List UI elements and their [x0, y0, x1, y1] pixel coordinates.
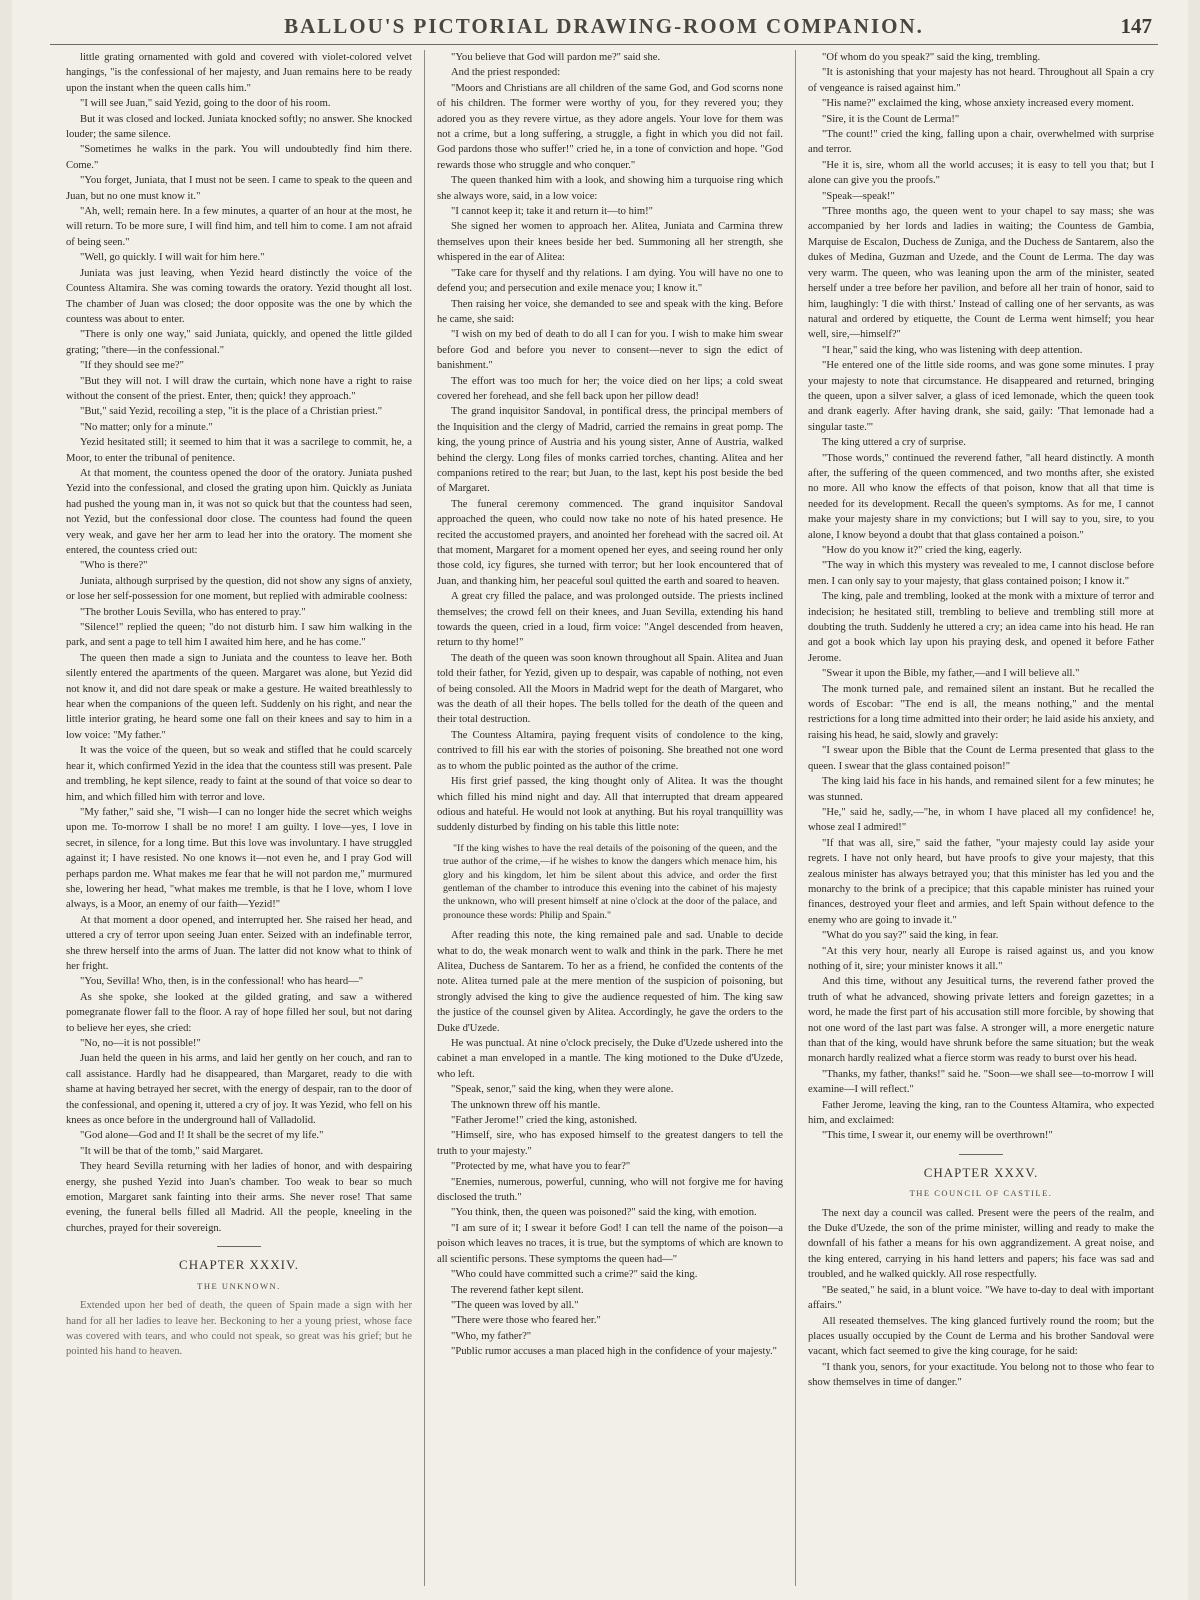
paragraph: "I am sure of it; I swear it before God! I can tell the name of the poison—a poison which leaves no traces, it is true, but the symptoms of which are known to all scientific persons. These symptoms the queen had—": [437, 1222, 783, 1265]
paragraph: "I will see Juan," said Yezid, going to the door of his room.: [80, 98, 331, 110]
paragraph: "Who could have committed such a crime?" said the king.: [451, 1269, 698, 1281]
paragraph: "This time, I swear it, our enemy will be overthrown!": [822, 1130, 1053, 1142]
paragraph: "Who is there?": [80, 560, 148, 572]
paragraph: "Silence!" replied the queen; "do not disturb him. I saw him walking in the park, and sent a page to tell him I awaited him here, and he has come.": [66, 622, 412, 649]
paragraph: Yezid hesitated still; it seemed to him that it was a sacrilege to commit, he, a Moor, to enter the tribunal of penitence.: [66, 437, 412, 464]
paragraph: As she spoke, she looked at the gilded grating, and saw a withered pomegranate flower fall to the floor. A ray of hope filled her soul, but not daring to believe her eyes, she cried:: [66, 991, 412, 1034]
column-1-chapter-body: [66, 1298, 412, 1360]
paragraph: "How do you know it?" cried the king, eagerly.: [822, 545, 1022, 556]
paragraph: "There were those who feared her.": [451, 1315, 601, 1327]
paragraph: "Protected by me, what have you to fear?": [451, 1161, 631, 1173]
paragraph: The grand inquisitor Sandoval, in pontifical dress, the principal members of the Inquisition and the clergy of Madrid, carried the remains in great pomp. The king, the young prince of Austria and his young sister, Anne of Austria, walked behind the clergy. Long files of monks carried torches, chanting. Alitea and her companions retired to the rear; but Juan, to the last, kept his post beside the bed of Margaret.: [437, 406, 783, 495]
paragraph: "He it is, sire, whom all the world accuses; it is easy to tell you that; but I alone can give you the proofs.": [808, 159, 1154, 187]
paragraph: "It is astonishing that your majesty has not heard. Throughout all Spain a cry of vengeance is raised against him.": [808, 67, 1154, 94]
paragraph: "Sometimes he walks in the park. You will undoubtedly find him there. Come.": [66, 144, 412, 171]
chapter-subheading: THE COUNCIL OF CASTILE.: [909, 1188, 1053, 1199]
paragraph: "Swear it upon the Bible, my father,—and I will believe all.": [822, 668, 1080, 680]
paragraph: They heard Sevilla returning with her ladies of honor, and with despairing energy, she pushed Yezid into Juan's chamber. Too weak to bear so much emotion, Margaret sank fainting into their arms. She never rose! That same evening, the funeral bells filled all Madrid. All the people, kneeling in the churches, prayed for their sovereign.: [66, 1161, 412, 1234]
paragraph: "Speak—speak!": [822, 190, 895, 202]
paragraph: "You, Sevilla! Who, then, is in the confessional! who has heard—": [80, 976, 364, 988]
column-2: [424, 50, 795, 1586]
paragraph: "Ah, well; remain here. In a few minutes, a quarter of an hour at the most, he will return. To be more sure, I will find him, and tell him to come. I am not afraid of being seen.": [66, 206, 412, 248]
paragraph: "His name?" exclaimed the king, whose anxiety increased every moment.: [822, 98, 1134, 110]
chapter-34: [66, 1246, 412, 1294]
column-1-body: [66, 50, 412, 1236]
paragraph: "He entered one of the little side rooms, and was gone some minutes. I pray your majesty to note that circumstance. He disappeared and returned, bringing the queen, upon a silver salver, a glass of iced lemonade, which the queen took and drank eagerly. After having drank, she said, gaily: 'That lemonade had a singular taste.'": [808, 360, 1154, 433]
paragraph: "Speak, senor," said the king, when they were alone.: [451, 1084, 674, 1096]
paragraph: She signed her women to approach her. Alitea, Juniata and Carmina threw themselves upon their knees beside her bed. Summoning all her strength, she whispered in the ear of Alitea:: [437, 221, 783, 264]
paragraph: "At this very hour, nearly all Europe is raised against us, and you know nothing of it, sire; your minister knows it all.": [808, 945, 1154, 972]
chapter-subheading: THE UNKNOWN.: [197, 1280, 281, 1291]
chapter-heading: CHAPTER XXXIV.: [179, 1257, 299, 1273]
paragraph: "I hear," said the king, who was listening with deep attention.: [822, 344, 1083, 356]
paragraph: And the priest responded:: [451, 67, 561, 79]
paragraph: "The brother Louis Sevilla, who has entered to pray.": [80, 606, 306, 618]
paragraph: "You believe that God will pardon me?" said she.: [451, 52, 661, 63]
paragraph: "But," said Yezid, recoiling a step, "it is the place of a Christian priest.": [80, 406, 383, 418]
paragraph: "I swear upon the Bible that the Count de Lerma presented that glass to the queen. I swear that the glass contained poison!": [808, 745, 1154, 772]
paragraph: "What do you say?" said the king, in fear.: [822, 930, 999, 942]
paragraph: All reseated themselves. The king glanced furtively round the room; but the places usually occupied by the Count de Lerma and his brother Sandoval were vacant, which fact seemed to give the king courage, for he said:: [808, 1315, 1154, 1358]
paragraph: "My father," said she, "I wish—I can no longer hide the secret which weighs upon me. To-morrow I shall be no more! I am guilty. I love—yes, I love in secret, in silence, for a long time. But this love was involuntary. I have struggled against it; I have resisted. No one knows it—not even he, and I pray God will perhaps pardon me. What makes me fear that he will not pardon me," murmured she, lowering her head, "what makes me tremble, is that he I love, whom I love always, is a Moor, an enemy of our faith—Yezid!": [66, 806, 412, 911]
paragraph: His first grief passed, the king thought only of Alitea. It was the thought which filled his mind night and day. All that interrupted that dream appeared odious and hateful. He would not look at anything. But his royal tranquillity was suddenly disturbed by finding on his table this little note:: [437, 776, 783, 834]
paragraph: He was punctual. At nine o'clock precisely, the Duke d'Uzede ushered into the cabinet a man enveloped in a mantle. The king motioned to the Duke d'Uzede, who left.: [437, 1038, 783, 1080]
paragraph: "He," said he, sadly,—"he, in whom I have placed all my confidence! he, whose zeal I admired!": [808, 806, 1154, 834]
column-2-body-continued: [437, 928, 783, 1359]
paragraph: At that moment, the countess opened the door of the oratory. Juniata pushed Yezid into the confessional, and closed the grating upon him. Quickly as Juniata had pushed the young man in, it was not so quick but that the countess had seen, not Yezid, but the confessional door close. The countess had found the queen very weak, and gave her her arm to lead her into the oratory. The moment she entered, the countess cried out:: [66, 467, 412, 556]
chapter-heading: CHAPTER XXXV.: [923, 1164, 1039, 1180]
page-number: 147: [1120, 14, 1152, 38]
paragraph: "You forget, Juniata, that I must not be seen. I came to speak to the queen and Juan, but no one must know it.": [66, 175, 412, 202]
paragraph: "There is only one way," said Juniata, quickly, and opened the little gilded grating; "there—in the confessional.": [66, 329, 412, 356]
paragraph: The king, pale and trembling, looked at the monk with a mixture of terror and indecision; he hesitated still, trembling to believe and trembling still more at doubting the truth. Suddenly he uttered a cry; an idea came into his head. He ran and got a book which lay upon his praying desk, and opened it before Father Jerome.: [808, 591, 1154, 664]
paragraph: The queen thanked him with a look, and showing him a turquoise ring which she always wore, said, in a low voice:: [437, 175, 783, 202]
paragraph: But it was closed and locked. Juniata knocked softly; no answer. She knocked louder; the same silence.: [66, 113, 412, 141]
paragraph: And this time, without any Jesuitical turns, the reverend father proved the truth of what he advanced, showing private letters and foreign gazettes; in a word, he made the first part of his accusation still more forcible, by showing that not one word of the last part was false. A stronger will, a more energetic nature than that of the king, would have shrunk before the same situation; but the weak monarch hardly realized what a fierce storm was ready to burst over his head.: [808, 976, 1154, 1065]
paragraph: A great cry filled the palace, and was prolonged outside. The priests inclined themselves; the crowd fell on their knees, and Juan Sevilla, extending his hand towards the queen, cried in a loud, firm voice: "Angel descended from heaven, return to thy home!": [437, 591, 783, 649]
newspaper-page: [12, 0, 1188, 1600]
paragraph: The effort was too much for her; the voice died on her lips; a cold sweat covered her forehead, and she fell back upon her pillow dead!: [437, 375, 783, 402]
paragraph: "No matter; only for a minute.": [80, 421, 213, 433]
paragraph: little grating ornamented with gold and covered with violet-colored velvet hangings, "is the confessional of her majesty, and Juan remains here to be ready upon the instant when the queen calls him.": [66, 52, 412, 94]
paragraph: Juniata, although surprised by the question, did not show any signs of anxiety, or lose her self-possession for one moment, but replied with admirable coolness:: [66, 575, 412, 603]
paragraph: "Public rumor accuses a man placed high in the confidence of your majesty.": [451, 1346, 777, 1358]
paragraph: The king laid his face in his hands, and remained silent for a few minutes; he was stunned.: [808, 776, 1154, 803]
paragraph: "Sire, it is the Count de Lerma!": [822, 113, 960, 125]
paragraph: The funeral ceremony commenced. The grand inquisitor Sandoval approached the queen, who could now take no note of his hated presence. He recited the accustomed prayers, and anointed her forehead with the sacred oil. At that moment, Margaret for a moment opened her eyes, and seeing round her only those cold, icy figures, she turned with terror; but her look encountered that of Juan, and thanking him, her peaceful soul quitted the earth and soared to heaven.: [437, 498, 783, 587]
paragraph: The death of the queen was soon known throughout all Spain. Alitea and Juan told their father, for Yezid, given up to despair, was capable of nothing, not even of being consoled. All the Moors in Madrid wept for the death of Margaret, who was the death of all their hopes. The bells tolled for the death of the queen and their total destruction.: [437, 652, 783, 726]
column-3: [795, 50, 1166, 1586]
anonymous-note: [437, 842, 783, 922]
paragraph: "Those words," continued the reverend father, "all heard distinctly. A month after, the suffering of the queen commenced, and two months after, she existed no more. All who know the effects of that poison, know that all that time is needed for its development. Recall the queen's symptoms. As for me, I cannot make your majesty share in my convictions; but I will say to you, sire, to you alone, I know beyond a doubt that that glass contained a poison.": [808, 452, 1154, 541]
paragraph: "The way in which this mystery was revealed to me, I cannot disclose before men. I can only say to your majesty, that glass contained poison; I know it.": [808, 560, 1154, 587]
column-3-body: [808, 50, 1154, 1144]
paragraph: "Three months ago, the queen went to your chapel to say mass; she was accompanied by her lords and ladies in waiting; the Countess de Gambia, Marquise de Escalon, Duchess de Zuniga, and the Duchess de Santarem, also the dukes of Medina, Guzman and Uzede, and the Count de Lerma. The day was very warm. The queen, who was leaning upon the arm of the minister, seated herself under a tree before her pavilion, and before all her train of honor, said to him, laughingly: 'I die with thirst.' Instead of calling one of her servants, as was natural and ordered by etiquette, the Count de Lerma went himself; you hear well, sire,—himself?": [808, 206, 1154, 341]
publication-title: BALLOU'S PICTORIAL DRAWING-ROOM COMPANION.: [284, 14, 924, 38]
paragraph: Then raising her voice, she demanded to see and speak with the king. Before he came, she said:: [437, 298, 783, 325]
column-2-body: [437, 50, 783, 836]
paragraph: "I wish on my bed of death to do all I can for you. I wish to make him swear before God and before you never to consent—never to sign the edict of banishment.": [437, 329, 783, 372]
column-3-chapter-body: [808, 1206, 1154, 1391]
paragraph: "The queen was loved by all.": [451, 1299, 579, 1311]
paragraph: "Of whom do you speak?" said the king, trembling.: [822, 52, 1041, 63]
paragraph: The Countess Altamira, paying frequent visits of condolence to the king, contrived to fill his ear with the stories of poisoning. She breathed not one word as to whom the public pointed as the author of the crime.: [437, 729, 783, 772]
paragraph: "Enemies, numerous, powerful, cunning, who will not forgive me for having disclosed the truth.": [437, 1176, 783, 1204]
paragraph: Extended upon her bed of death, the queen of Spain made a sign with her hand for all her ladies to leave her. Beckoning to her a young priest, whose face was covered with tears, and who could not speak, so great was his grief; but he pointed his hand to heaven.: [66, 1300, 412, 1358]
paragraph: The queen then made a sign to Juniata and the countess to leave her. Both silently entered the apartments of the queen. Margaret was alone, but Yezid did not know it, and did not dare speak or make a gesture. He waited breathlessly to hear when the companions of the queen left. Suddenly on his right, and near the little interior grating, he heard some one fall on their knees and say to him in a low voice: "My father.": [66, 652, 412, 741]
masthead: [50, 8, 1158, 45]
paragraph: "Take care for thyself and thy relations. I am dying. You will have no one to defend you; and persecution and exile menace you; I know it.": [437, 267, 783, 295]
paragraph: Juniata was just leaving, when Yezid heard distinctly the voice of the Countess Altamira. She was coming towards the oratory. Yezid thought all lost. The chamber of Juan was closed; the door opposite was the one by which the countess was about to enter.: [66, 267, 412, 325]
paragraph: "If that was all, sire," said the father, "your majesty could lay aside your regrets. I have not only heard, but have proofs to give your majesty, that this zealous minister has always betrayed you; that this minister has led you and the monarchy to the brink of a precipice; that this capable minister has ruined your finances, destroyed your fleet and armies, and left Spain without defence to the enemy who are going to invade it.": [808, 837, 1154, 926]
paragraph: Juan held the queen in his arms, and laid her gently on her couch, and ran to call assistance. Hardly had he disappeared, than Margaret, ready to die with shame at having betrayed her secret, with the energy of despair, ran to the door of the confessional, and opening it, uttered a cry of joy. It was Yezid, who fell on his knees as once before in the underground hall of Valladolid.: [66, 1053, 412, 1127]
paragraph: The next day a council was called. Present were the peers of the realm, and the Duke d'Uzede, the son of the prime minister, willing and ready to make the downfall of his father a means for his own aggrandizement. A great noise, and the king entered, carrying in his hand letters and papers; his face was sad and troubled, and he walked quickly. All rose respectfully.: [808, 1207, 1154, 1281]
paragraph: "God alone—God and I! It shall be the secret of my life.": [80, 1130, 324, 1142]
text-columns: [54, 50, 1166, 1586]
chapter-divider: [217, 1246, 261, 1247]
paragraph: "Thanks, my father, thanks!" said he. "Soon—we shall see—to-morrow I will examine—I will reflect.": [808, 1068, 1154, 1096]
paragraph: Father Jerome, leaving the king, ran to the Countess Altamira, who expected him, and exclaimed:: [808, 1099, 1154, 1127]
paragraph: The unknown threw off his mantle.: [451, 1099, 601, 1111]
column-1: [54, 50, 424, 1586]
paragraph: "But they will not. I will draw the curtain, which none have a right to raise without the consent of the priest. Enter, then; quick! they approach.": [66, 375, 412, 402]
chapter-35: [808, 1154, 1154, 1202]
paragraph: The king uttered a cry of surprise.: [822, 437, 966, 449]
paragraph: "Father Jerome!" cried the king, astonished.: [451, 1115, 638, 1127]
paragraph: "I cannot keep it; take it and return it—to him!": [451, 206, 653, 218]
paragraph: The monk turned pale, and remained silent an instant. But he recalled the words of Escobar: "The end is all, the means nothing," and the mental restrictions for a long time admitted into their order; he laid aside his anxiety, and raising his head, he said, slowly and gravely:: [808, 683, 1154, 741]
paragraph: It was the voice of the queen, but so weak and stifled that he could scarcely hear it, which confirmed Yezid in the idea that the countess still was present. Pale and trembling, he kept silence, ready to faint at the sound of that voice so dear to him, and which filled him with terror and love.: [66, 745, 412, 803]
paragraph: "It will be that of the tomb," said Margaret.: [80, 1145, 264, 1157]
note-text: "If the king wishes to have the real details of the poisoning of the queen, and the true author of the crime,—if he wishes to know the dangers which menace him, his glory and his kingdom, let him be silent about this advice, and order the first gentleman of the chamber to introduce this evening into the cabinet of his majesty the unknown, who will present himself at nine o'clock at the door of the palace, and pronounce these words: Philip and Spain.": [443, 842, 777, 921]
paragraph: "I thank you, senors, for your exactitude. You belong not to those who fear to show themselves in time of danger.": [808, 1361, 1154, 1389]
paragraph: "You think, then, the queen was poisoned?" said the king, with emotion.: [451, 1207, 757, 1219]
paragraph: "Moors and Christians are all children of the same God, and God scorns none of his children. The former were worthy of you, for they revered you; they adored you as they revere virtue, as they adore angels. Your love for them was not a crime, but a long suffering, a struggle, a fight in which you did not fail. God pardons those who suffer!" cried he, in a tone of conviction and hope. "God rewards those who struggle and who conquer.": [437, 82, 783, 171]
paragraph: "Be seated," he said, in a blunt voice. "We have to-day to deal with important affairs.": [808, 1284, 1154, 1312]
paragraph: "Who, my father?": [451, 1330, 532, 1342]
paragraph: "If they should see me?": [80, 360, 184, 372]
paragraph: "No, no—it is not possible!": [80, 1038, 201, 1049]
paragraph: "Himself, sire, who has exposed himself to the greatest dangers to tell the truth to your majesty.": [437, 1130, 783, 1157]
paragraph: After reading this note, the king remained pale and sad. Unable to decide what to do, the weak monarch went to walk and think in the park. There he met Alitea, Duchess de Santarem. To her as a friend, he confided the contents of the note. Alitea turned pale at the mere mention of the suspicion of poisoning, but strongly advised the king to give the audience requested of him. The king saw the justice of the counsel given by Alitea. Accordingly, he gave the orders to the Duke d'Uzede.: [437, 930, 783, 1034]
paragraph: "The count!" cried the king, falling upon a chair, overwhelmed with surprise and terror.: [808, 129, 1154, 156]
paragraph: The reverend father kept silent.: [451, 1284, 584, 1296]
paragraph: At that moment a door opened, and interrupted her. She raised her head, and uttered a cry of terror upon seeing Juan enter. Seized with an indefinable terror, she threw herself into the arms of Juan. The latter did not know what to think of her fright.: [66, 914, 412, 972]
paragraph: "Well, go quickly. I will wait for him here.": [80, 252, 265, 264]
chapter-divider: [959, 1154, 1003, 1155]
